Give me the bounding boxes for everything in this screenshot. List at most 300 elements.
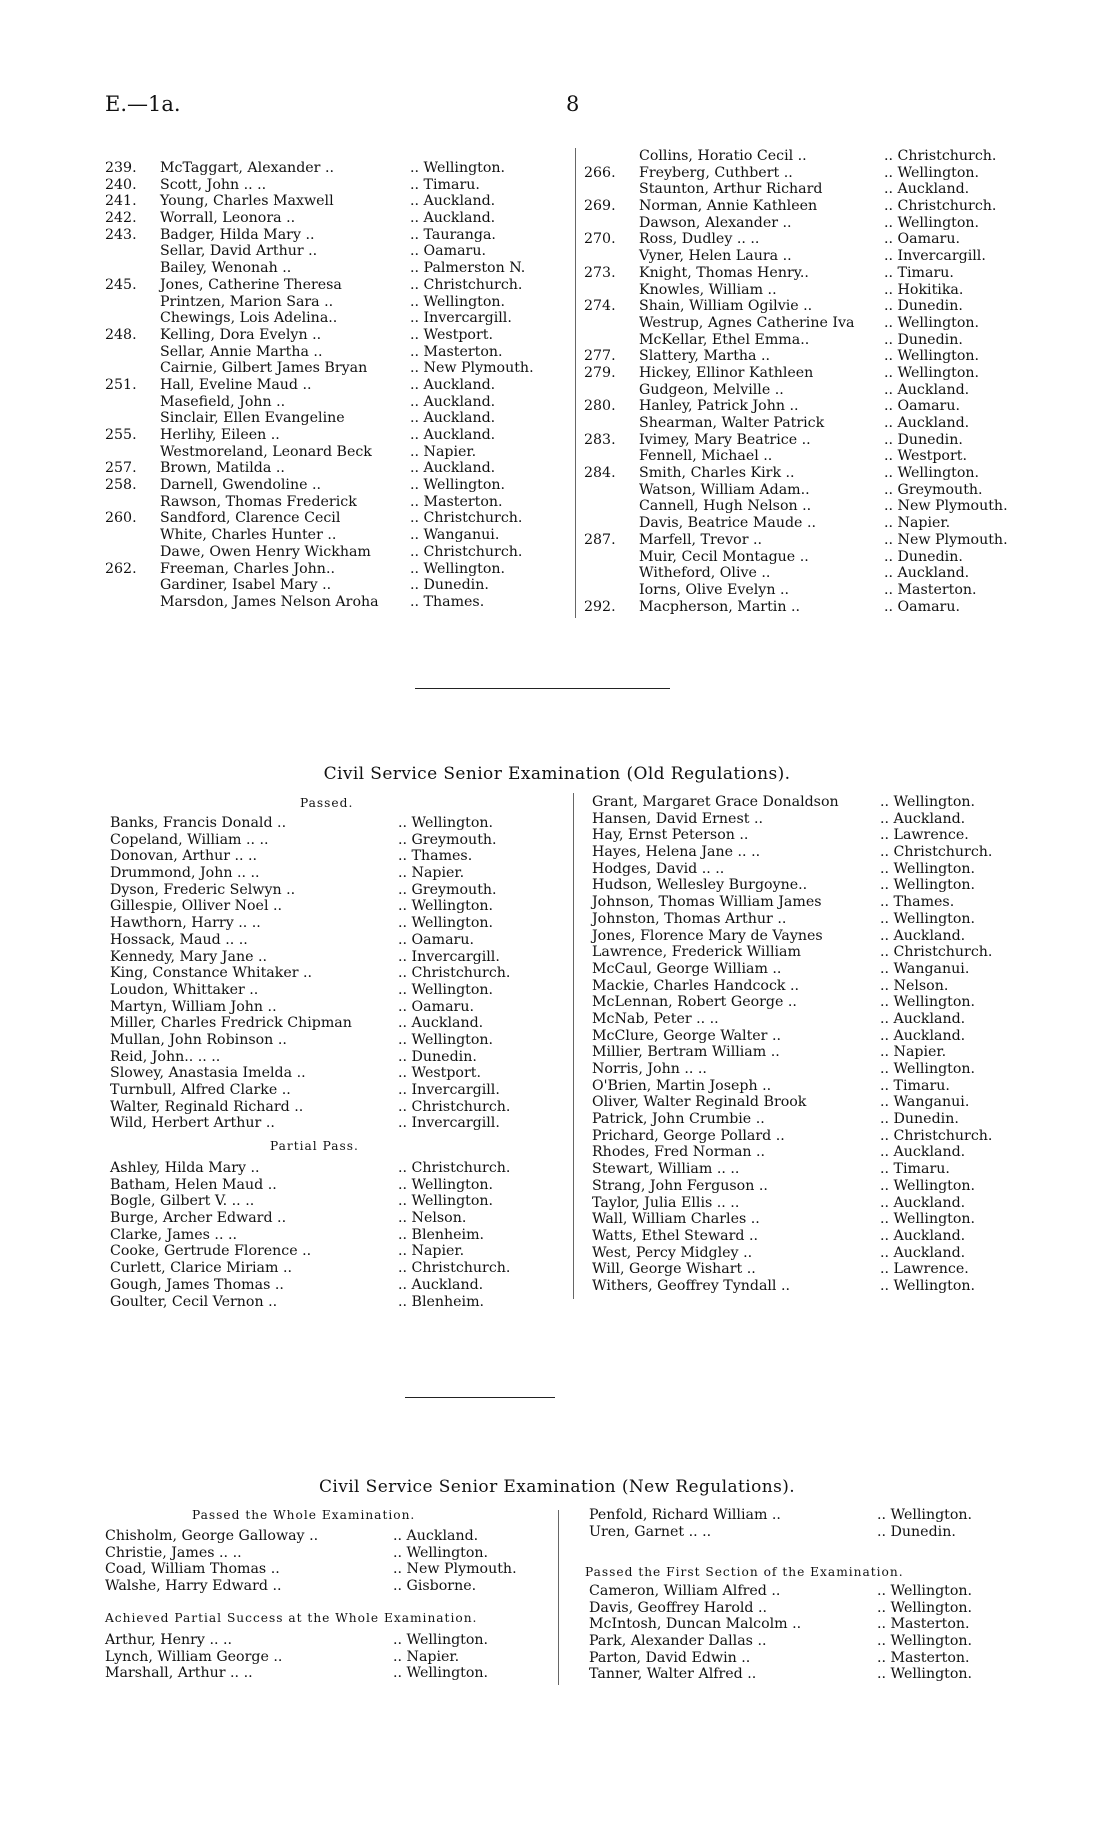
list-row — [592, 1128, 1012, 1145]
list-row — [110, 1294, 550, 1311]
person-name: Drummond, John .. .. — [110, 865, 260, 882]
place-name: .. Wellington. — [884, 348, 980, 365]
old-passed-list — [110, 815, 550, 1132]
place-name: .. Tauranga. — [410, 226, 496, 243]
place-name: .. Invercargill. — [398, 948, 500, 965]
entry-number: 245. — [105, 276, 137, 293]
list-row — [105, 327, 565, 344]
list-row — [589, 1666, 1009, 1683]
person-name: Muir, Cecil Montague .. — [639, 548, 809, 565]
place-name: .. Westport. — [884, 448, 967, 465]
place-name: .. Wellington. — [884, 214, 980, 231]
list-row — [105, 494, 565, 511]
place-name: .. Invercargill. — [410, 310, 512, 327]
person-name: Copeland, William .. .. — [110, 831, 269, 848]
list-row — [592, 844, 1012, 861]
list-row — [105, 594, 565, 611]
list-row — [584, 231, 1034, 248]
person-name: Hodges, David .. .. — [592, 860, 725, 877]
list-row — [105, 1561, 545, 1578]
person-name: Collins, Horatio Cecil .. — [639, 148, 807, 164]
person-name: McTaggart, Alexander .. — [160, 160, 334, 176]
list-row — [584, 248, 1034, 265]
place-name: .. Napier. — [410, 443, 477, 460]
person-name: Cannell, Hugh Nelson .. — [639, 498, 812, 515]
person-name: Knight, Thomas Henry.. — [639, 264, 809, 281]
list-row — [110, 982, 550, 999]
place-name: .. Christchurch. — [880, 1127, 993, 1144]
list-row — [105, 277, 565, 294]
person-name: White, Charles Hunter .. — [160, 527, 337, 544]
person-name: Goulter, Cecil Vernon .. — [110, 1293, 278, 1310]
list-row — [105, 510, 565, 527]
person-name: Sinclair, Ellen Evangeline — [160, 410, 345, 427]
place-name: .. Auckland. — [880, 927, 966, 944]
person-name: Taylor, Julia Ellis .. .. — [592, 1194, 740, 1211]
column-divider — [558, 1510, 559, 1685]
entry-number: 258. — [105, 477, 137, 494]
place-name: .. Wellington. — [880, 1177, 976, 1194]
list-row — [592, 911, 1012, 928]
entry-number: 279. — [584, 364, 616, 381]
place-name: .. Wellington. — [410, 160, 506, 176]
person-name: Jones, Catherine Theresa — [160, 276, 342, 293]
place-name: .. Masterton. — [877, 1649, 970, 1666]
list-row — [584, 165, 1034, 182]
place-name: .. Wellington. — [880, 860, 976, 877]
person-name: Millier, Bertram William .. — [592, 1044, 780, 1061]
person-name: West, Percy Midgley .. — [592, 1244, 753, 1261]
place-name: .. Wellington. — [398, 1031, 494, 1048]
list-row — [105, 243, 565, 260]
person-name: King, Constance Whitaker .. — [110, 965, 313, 982]
person-name: Chisholm, George Galloway .. — [105, 1528, 319, 1544]
place-name: .. Auckland. — [398, 1276, 484, 1293]
person-name: Hall, Eveline Maud .. — [160, 376, 312, 393]
list-row — [110, 882, 550, 899]
person-name: McNab, Peter .. .. — [592, 1010, 719, 1027]
person-name: Rawson, Thomas Frederick — [160, 493, 357, 510]
numbered-list-right — [584, 148, 1034, 615]
place-name: .. New Plymouth. — [410, 360, 534, 377]
person-name: Johnson, Thomas William James — [592, 894, 822, 911]
place-name: .. Auckland. — [410, 427, 496, 443]
list-row — [592, 827, 1012, 844]
list-row — [105, 344, 565, 361]
list-row — [584, 348, 1034, 365]
place-name: .. Christchurch. — [880, 844, 993, 861]
list-row — [584, 332, 1034, 349]
list-row — [105, 160, 565, 177]
person-name: Turnbull, Alfred Clarke .. — [110, 1082, 291, 1098]
list-row — [105, 410, 565, 427]
place-name: .. Wellington. — [880, 794, 976, 810]
person-name: Davis, Beatrice Maude .. — [639, 515, 816, 532]
list-row — [110, 1243, 550, 1260]
person-name: Penfold, Richard William .. — [589, 1507, 781, 1523]
place-name: .. Thames. — [880, 894, 955, 911]
list-row — [592, 1011, 1012, 1028]
new-first-section-list — [589, 1583, 1009, 1683]
place-name: .. Christchurch. — [880, 944, 993, 961]
list-row — [584, 515, 1034, 532]
place-name: .. Blenheim. — [398, 1293, 485, 1310]
place-name: .. Greymouth. — [884, 481, 983, 498]
person-name: McLennan, Robert George .. — [592, 994, 797, 1011]
numbered-list-left — [105, 160, 565, 611]
place-name: .. Wellington. — [410, 293, 506, 310]
person-name: Will, George Wishart .. — [592, 1261, 756, 1278]
old-regs-right-list — [592, 794, 1012, 1295]
person-name: Arthur, Henry .. .. — [105, 1632, 233, 1648]
list-row — [584, 582, 1034, 599]
list-row — [592, 1094, 1012, 1111]
list-row — [105, 1528, 545, 1545]
person-name: Banks, Francis Donald .. — [110, 815, 287, 831]
list-row — [584, 448, 1034, 465]
place-name: .. Masterton. — [410, 343, 503, 360]
person-name: Parton, David Edwin .. — [589, 1649, 751, 1666]
list-row — [584, 432, 1034, 449]
place-name: .. Wanganui. — [880, 960, 970, 977]
list-row — [110, 865, 550, 882]
person-name: Ivimey, Mary Beatrice .. — [639, 431, 811, 448]
person-name: Westrup, Agnes Catherine Iva — [639, 314, 855, 331]
place-name: .. Christchurch. — [410, 510, 523, 527]
place-name: .. Greymouth. — [398, 831, 497, 848]
place-name: .. Auckland. — [398, 1015, 484, 1032]
entry-number: 292. — [584, 598, 616, 615]
list-row — [592, 811, 1012, 828]
list-row — [589, 1600, 1009, 1617]
person-name: Lynch, William George .. — [105, 1648, 283, 1665]
place-name: .. Napier. — [393, 1648, 460, 1665]
list-row — [592, 861, 1012, 878]
place-name: .. Auckland. — [880, 1144, 966, 1161]
person-name: Dawson, Alexander .. — [639, 214, 792, 231]
place-name: .. Christchurch. — [410, 276, 523, 293]
person-name: Hansen, David Ernest .. — [592, 810, 763, 827]
place-name: .. Timaru. — [410, 176, 480, 193]
list-row — [105, 444, 565, 461]
person-name: Mackie, Charles Handcock .. — [592, 977, 800, 994]
list-row — [110, 832, 550, 849]
partial-pass-heading: Partial Pass. — [270, 1139, 359, 1153]
person-name: Withers, Geoffrey Tyndall .. — [592, 1277, 791, 1294]
list-row — [105, 1632, 545, 1649]
list-row — [584, 382, 1034, 399]
person-name: Coad, William Thomas .. — [105, 1561, 280, 1578]
list-row — [584, 599, 1034, 616]
list-row — [110, 1015, 550, 1032]
person-name: Badger, Hilda Mary .. — [160, 226, 315, 243]
list-row — [592, 961, 1012, 978]
page-number: 8 — [566, 92, 580, 116]
person-name: Kelling, Dora Evelyn .. — [160, 326, 322, 343]
list-row — [105, 544, 565, 561]
place-name: .. Dunedin. — [398, 1048, 477, 1065]
person-name: Christie, James .. .. — [105, 1544, 242, 1561]
column-divider — [573, 793, 574, 1299]
list-row — [110, 1193, 550, 1210]
person-name: Marfell, Trevor .. — [639, 531, 763, 548]
place-name: .. Wanganui. — [880, 1094, 970, 1111]
place-name: .. Westport. — [410, 326, 493, 343]
entry-number: 251. — [105, 376, 137, 393]
place-name: .. Auckland. — [880, 1194, 966, 1211]
place-name: .. Auckland. — [880, 810, 966, 827]
list-row — [584, 282, 1034, 299]
place-name: .. Auckland. — [880, 1027, 966, 1044]
list-row — [584, 565, 1034, 582]
place-name: .. Wellington. — [880, 877, 976, 894]
place-name: .. Dunedin. — [877, 1523, 956, 1540]
list-row — [110, 932, 550, 949]
list-row — [592, 1161, 1012, 1178]
entry-number: 270. — [584, 231, 616, 248]
place-name: .. Napier. — [884, 515, 951, 532]
place-name: .. Wellington. — [877, 1583, 973, 1599]
list-row — [110, 1049, 550, 1066]
place-name: .. Timaru. — [880, 1161, 950, 1178]
entry-number: 273. — [584, 264, 616, 281]
place-name: .. Wellington. — [884, 465, 980, 482]
place-name: .. Auckland. — [884, 565, 970, 582]
place-name: .. Christchurch. — [884, 148, 997, 164]
person-name: Darnell, Gwendoline .. — [160, 477, 322, 494]
person-name: Dyson, Frederic Selwyn .. — [110, 881, 296, 898]
person-name: Bogle, Gilbert V. .. .. — [110, 1193, 255, 1210]
person-name: Hay, Ernst Peterson .. — [592, 827, 749, 844]
list-row — [110, 965, 550, 982]
person-name: Hawthorn, Harry .. .. — [110, 915, 261, 932]
person-name: Oliver, Walter Reginald Brook — [592, 1094, 807, 1111]
place-name: .. Wellington. — [880, 994, 976, 1011]
list-row — [592, 894, 1012, 911]
list-row — [592, 1228, 1012, 1245]
place-name: .. Auckland. — [884, 381, 970, 398]
place-name: .. Wellington. — [880, 1211, 976, 1228]
place-name: .. Auckland. — [884, 415, 970, 431]
person-name: Smith, Charles Kirk .. — [639, 465, 795, 482]
place-name: .. Wellington. — [398, 815, 494, 831]
person-name: Gillespie, Olliver Noel .. — [110, 898, 283, 915]
place-name: .. Wellington. — [410, 560, 506, 577]
place-name: .. New Plymouth. — [884, 498, 1008, 515]
place-name: .. Auckland. — [410, 193, 496, 210]
list-row — [110, 1082, 550, 1099]
whole-exam-heading: Passed the Whole Examination. — [192, 1508, 416, 1522]
place-name: .. Wellington. — [880, 1061, 976, 1077]
person-name: Gudgeon, Melville .. — [639, 381, 784, 398]
person-name: Clarke, James .. .. — [110, 1226, 237, 1243]
person-name: Macpherson, Martin .. — [639, 598, 800, 615]
person-name: Witheford, Olive .. — [639, 565, 771, 582]
person-name: Batham, Helen Maud .. — [110, 1176, 277, 1193]
list-row — [592, 1028, 1012, 1045]
place-name: .. Nelson. — [398, 1210, 467, 1227]
list-row — [589, 1524, 1009, 1541]
list-row — [110, 1177, 550, 1194]
person-name: Martyn, William John .. — [110, 998, 277, 1015]
list-row — [592, 794, 1012, 811]
entry-number: 260. — [105, 510, 137, 527]
list-row — [110, 915, 550, 932]
person-name: Hanley, Patrick John .. — [639, 398, 799, 415]
list-row — [110, 898, 550, 915]
list-row — [592, 1245, 1012, 1262]
person-name: Slattery, Martha .. — [639, 348, 771, 365]
list-row — [592, 1044, 1012, 1061]
place-name: .. Christchurch. — [398, 965, 511, 982]
person-name: Masefield, John .. — [160, 393, 286, 410]
list-row — [589, 1583, 1009, 1600]
person-name: Watson, William Adam.. — [639, 481, 810, 498]
place-name: .. Thames. — [398, 848, 473, 865]
list-row — [592, 1278, 1012, 1295]
place-name: .. Auckland. — [880, 1227, 966, 1244]
list-row — [592, 994, 1012, 1011]
place-name: .. New Plymouth. — [393, 1561, 517, 1578]
place-name: .. Napier. — [880, 1044, 947, 1061]
person-name: Wild, Herbert Arthur .. — [110, 1115, 275, 1132]
first-section-heading: Passed the First Section of the Examination. — [585, 1565, 904, 1579]
list-row — [584, 215, 1034, 232]
place-name: .. Dunedin. — [884, 431, 963, 448]
section-rule — [415, 688, 670, 689]
place-name: .. Wellington. — [884, 364, 980, 381]
person-name: Worrall, Leonora .. — [160, 210, 296, 227]
list-row — [592, 877, 1012, 894]
person-name: Herlihy, Eileen .. — [160, 427, 280, 443]
column-divider — [575, 148, 576, 618]
place-name: .. Auckland. — [410, 393, 496, 410]
list-row — [589, 1616, 1009, 1633]
list-row — [105, 1578, 545, 1595]
entry-number: 239. — [105, 160, 137, 176]
place-name: .. Christchurch. — [410, 543, 523, 560]
person-name: Hayes, Helena Jane .. .. — [592, 844, 761, 861]
list-row — [584, 415, 1034, 432]
list-row — [105, 1649, 545, 1666]
person-name: Knowles, William .. — [639, 281, 777, 298]
section-rule — [405, 1397, 555, 1398]
person-name: Prichard, George Pollard .. — [592, 1127, 785, 1144]
person-name: Mullan, John Robinson .. — [110, 1031, 287, 1048]
person-name: Fennell, Michael .. — [639, 448, 773, 465]
list-row — [110, 1115, 550, 1132]
place-name: .. Masterton. — [410, 493, 503, 510]
list-row — [584, 398, 1034, 415]
person-name: Hossack, Maud .. .. — [110, 931, 248, 948]
person-name: Cameron, William Alfred .. — [589, 1583, 781, 1599]
list-row — [592, 1178, 1012, 1195]
place-name: .. Blenheim. — [398, 1226, 485, 1243]
entry-number: 284. — [584, 465, 616, 482]
place-name: .. Greymouth. — [398, 881, 497, 898]
list-row — [592, 944, 1012, 961]
person-name: Westmoreland, Leonard Beck — [160, 443, 372, 460]
person-name: Reid, John.. .. .. — [110, 1048, 221, 1065]
old-partial-list — [110, 1160, 550, 1310]
place-name: .. Invercargill. — [884, 248, 986, 265]
place-name: .. Christchurch. — [398, 1260, 511, 1277]
person-name: Walshe, Harry Edward .. — [105, 1578, 282, 1595]
person-name: Cairnie, Gilbert James Bryan — [160, 360, 368, 377]
list-row — [589, 1650, 1009, 1667]
place-name: .. Hokitika. — [884, 281, 964, 298]
person-name: Watts, Ethel Steward .. — [592, 1227, 758, 1244]
place-name: .. Masterton. — [884, 581, 977, 598]
place-name: .. Wellington. — [410, 477, 506, 494]
entry-number: 257. — [105, 460, 137, 477]
entry-number: 241. — [105, 193, 137, 210]
list-row — [584, 181, 1034, 198]
list-row — [110, 1160, 550, 1177]
place-name: .. Wellington. — [393, 1544, 489, 1561]
list-row — [105, 427, 565, 444]
place-name: .. Napier. — [398, 865, 465, 882]
place-name: .. Auckland. — [880, 1010, 966, 1027]
person-name: Grant, Margaret Grace Donaldson — [592, 794, 839, 810]
person-name: Scott, John .. .. — [160, 176, 267, 193]
list-row — [105, 310, 565, 327]
person-name: Freeman, Charles John.. — [160, 560, 335, 577]
place-name: .. Wellington. — [398, 915, 494, 932]
person-name: Miller, Charles Fredrick Chipman — [110, 1015, 352, 1032]
entry-number: 280. — [584, 398, 616, 415]
place-name: .. Oamaru. — [884, 398, 960, 415]
list-row — [592, 1211, 1012, 1228]
entry-number: 243. — [105, 226, 137, 243]
list-row — [592, 1111, 1012, 1128]
person-name: Hickey, Ellinor Kathleen — [639, 364, 814, 381]
place-name: .. Christchurch. — [398, 1098, 511, 1115]
list-row — [110, 949, 550, 966]
person-name: Hudson, Wellesley Burgoyne.. — [592, 877, 808, 894]
place-name: .. Wellington. — [880, 910, 976, 927]
list-row — [584, 465, 1034, 482]
person-name: Curlett, Clarice Miriam .. — [110, 1260, 292, 1277]
person-name: Norman, Annie Kathleen — [639, 198, 818, 215]
person-name: Tanner, Walter Alfred .. — [589, 1666, 757, 1683]
new-whole-list — [105, 1528, 545, 1595]
place-name: .. Wellington. — [877, 1633, 973, 1650]
list-row — [105, 210, 565, 227]
place-name: .. Dunedin. — [884, 548, 963, 565]
place-name: .. Dunedin. — [410, 577, 489, 594]
person-name: McClure, George Walter .. — [592, 1027, 781, 1044]
place-name: .. Wellington. — [398, 898, 494, 915]
list-row — [105, 177, 565, 194]
place-name: .. Dunedin. — [880, 1111, 959, 1128]
person-name: Vyner, Helen Laura .. — [639, 248, 792, 265]
list-row — [110, 999, 550, 1016]
entry-number: 287. — [584, 531, 616, 548]
list-row — [105, 377, 565, 394]
list-row — [105, 394, 565, 411]
person-name: Patrick, John Crumbie .. — [592, 1111, 765, 1128]
list-row — [584, 549, 1034, 566]
new-regulations-title: Civil Service Senior Examination (New Regulations). — [318, 1477, 796, 1497]
place-name: .. Timaru. — [880, 1077, 950, 1094]
place-name: .. Auckland. — [410, 210, 496, 227]
place-name: .. Auckland. — [410, 376, 496, 393]
person-name: Rhodes, Fred Norman .. — [592, 1144, 766, 1161]
person-name: Dawe, Owen Henry Wickham — [160, 543, 371, 560]
entry-number: 255. — [105, 427, 137, 443]
entry-number: 248. — [105, 326, 137, 343]
